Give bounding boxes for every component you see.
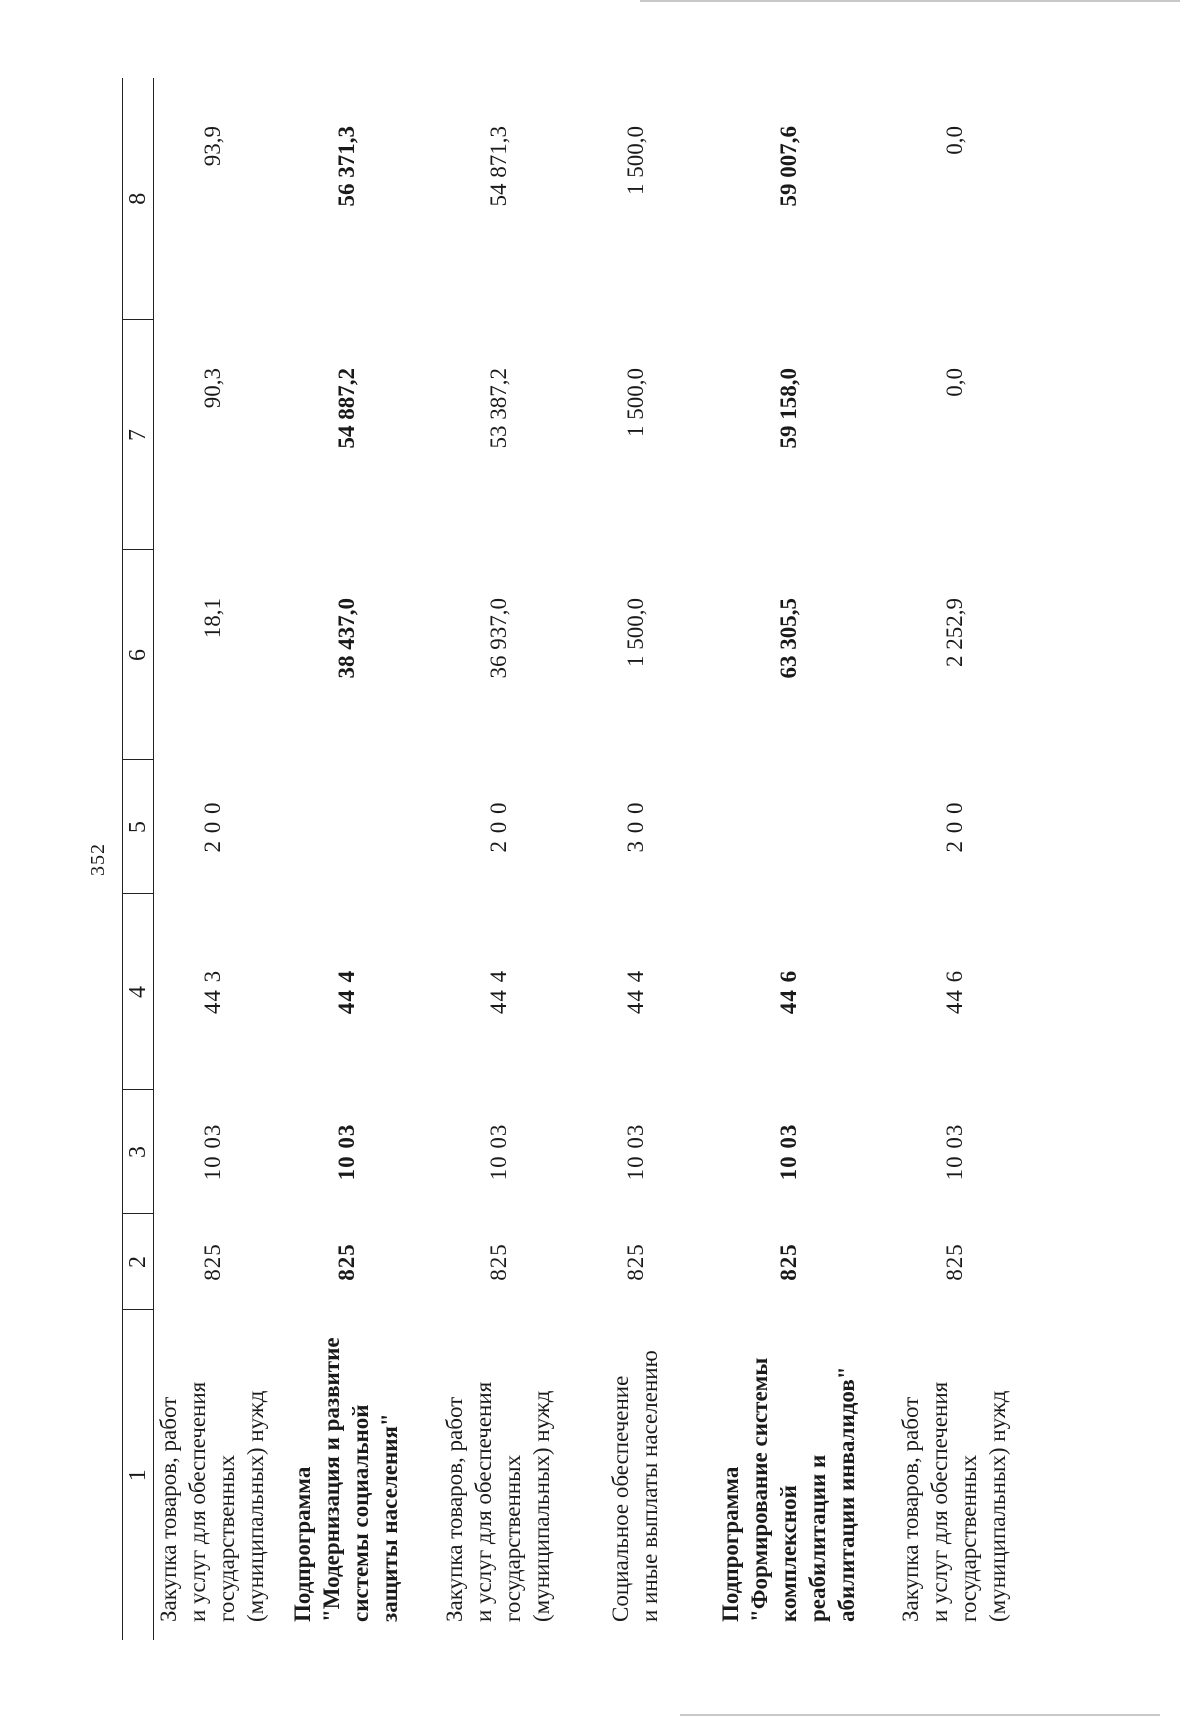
row-name-cell: Закупка товаров, работ и услуг для обеспечения государственных (муниципальных) нужд bbox=[898, 1381, 1010, 1622]
cell-c4: 44 4 bbox=[622, 969, 648, 1015]
column-header: 6 bbox=[123, 550, 154, 760]
cell-c5: 3 0 0 bbox=[622, 801, 648, 853]
cell-c7: 90,3 bbox=[199, 368, 225, 409]
cell-c8: 0,0 bbox=[941, 126, 967, 155]
cell-c7: 0,0 bbox=[941, 368, 967, 397]
cell-c4: 44 4 bbox=[333, 969, 359, 1015]
cell-c2: 825 bbox=[775, 1243, 801, 1281]
rotated-table-container bbox=[122, 78, 1192, 1640]
cell-c8: 1 500,0 bbox=[622, 126, 648, 195]
row-name-cell: Социальное обеспечение и иные выплаты населению bbox=[608, 1350, 662, 1622]
cell-c7: 54 887,2 bbox=[333, 368, 359, 449]
cell-c7: 1 500,0 bbox=[622, 368, 648, 437]
table-row bbox=[696, 78, 880, 1640]
column-header: 2 bbox=[123, 1214, 154, 1310]
cell-c7: 59 158,0 bbox=[775, 368, 801, 449]
cell-c5 bbox=[696, 760, 880, 894]
table-row bbox=[154, 78, 271, 1640]
row-name-cell: Закупка товаров, работ и услуг для обеспечения государственных (муниципальных) нужд bbox=[156, 1381, 268, 1622]
scan-edge-mark-top bbox=[640, 0, 1180, 2]
row-name-cell: Подпрограмма "Модернизация и развитие системы социальной защиты населения" bbox=[290, 1337, 402, 1622]
cell-c6: 2 252,9 bbox=[941, 598, 967, 667]
scan-edge-mark-bottom bbox=[680, 1714, 1160, 1716]
cell-c4: 44 3 bbox=[199, 969, 225, 1015]
column-header: 7 bbox=[123, 320, 154, 550]
cell-c5: 2 0 0 bbox=[485, 801, 511, 853]
cell-c3: 10 03 bbox=[485, 1123, 511, 1181]
column-header: 1 bbox=[123, 1310, 154, 1640]
cell-c5: 2 0 0 bbox=[199, 801, 225, 853]
table-header-row bbox=[123, 78, 154, 1640]
cell-c6: 36 937,0 bbox=[485, 598, 511, 679]
cell-c8: 56 371,3 bbox=[333, 126, 359, 207]
cell-c5 bbox=[270, 760, 422, 894]
cell-c5: 2 0 0 bbox=[941, 801, 967, 853]
cell-c7: 53 387,2 bbox=[485, 368, 511, 449]
row-name-cell: Закупка товаров, работ и услуг для обеспечения государственных (муниципальных) нужд bbox=[442, 1381, 554, 1622]
cell-c4: 44 4 bbox=[485, 969, 511, 1015]
row-name-cell: Подпрограмма "Формирование системы комплексной реабилитации и абилитации инвалидов" bbox=[717, 1357, 859, 1622]
page-number: 352 bbox=[87, 843, 109, 876]
cell-c4: 44 6 bbox=[775, 969, 801, 1015]
table-row bbox=[422, 78, 574, 1640]
cell-c3: 10 03 bbox=[941, 1123, 967, 1181]
column-header: 5 bbox=[123, 760, 154, 894]
cell-c3: 10 03 bbox=[333, 1123, 359, 1181]
cell-c6: 18,1 bbox=[199, 598, 225, 639]
cell-c2: 825 bbox=[485, 1243, 511, 1281]
column-header: 8 bbox=[123, 78, 154, 320]
budget-table bbox=[122, 78, 1028, 1640]
cell-c6: 38 437,0 bbox=[333, 598, 359, 679]
table-row bbox=[270, 78, 422, 1640]
column-header: 4 bbox=[123, 894, 154, 1090]
cell-c2: 825 bbox=[333, 1243, 359, 1281]
cell-c2: 825 bbox=[622, 1243, 648, 1281]
cell-c6: 1 500,0 bbox=[622, 598, 648, 667]
column-header: 3 bbox=[123, 1090, 154, 1214]
cell-c6: 63 305,5 bbox=[775, 598, 801, 679]
cell-c3: 10 03 bbox=[622, 1123, 648, 1181]
cell-c3: 10 03 bbox=[775, 1123, 801, 1181]
cell-c3: 10 03 bbox=[199, 1123, 225, 1181]
cell-c8: 93,9 bbox=[199, 126, 225, 167]
cell-c8: 59 007,6 bbox=[775, 126, 801, 207]
cell-c2: 825 bbox=[199, 1243, 225, 1281]
table-row bbox=[880, 78, 1028, 1640]
cell-c8: 54 871,3 bbox=[485, 126, 511, 207]
cell-c2: 825 bbox=[941, 1243, 967, 1281]
cell-c4: 44 6 bbox=[941, 969, 967, 1015]
table-row bbox=[574, 78, 696, 1640]
